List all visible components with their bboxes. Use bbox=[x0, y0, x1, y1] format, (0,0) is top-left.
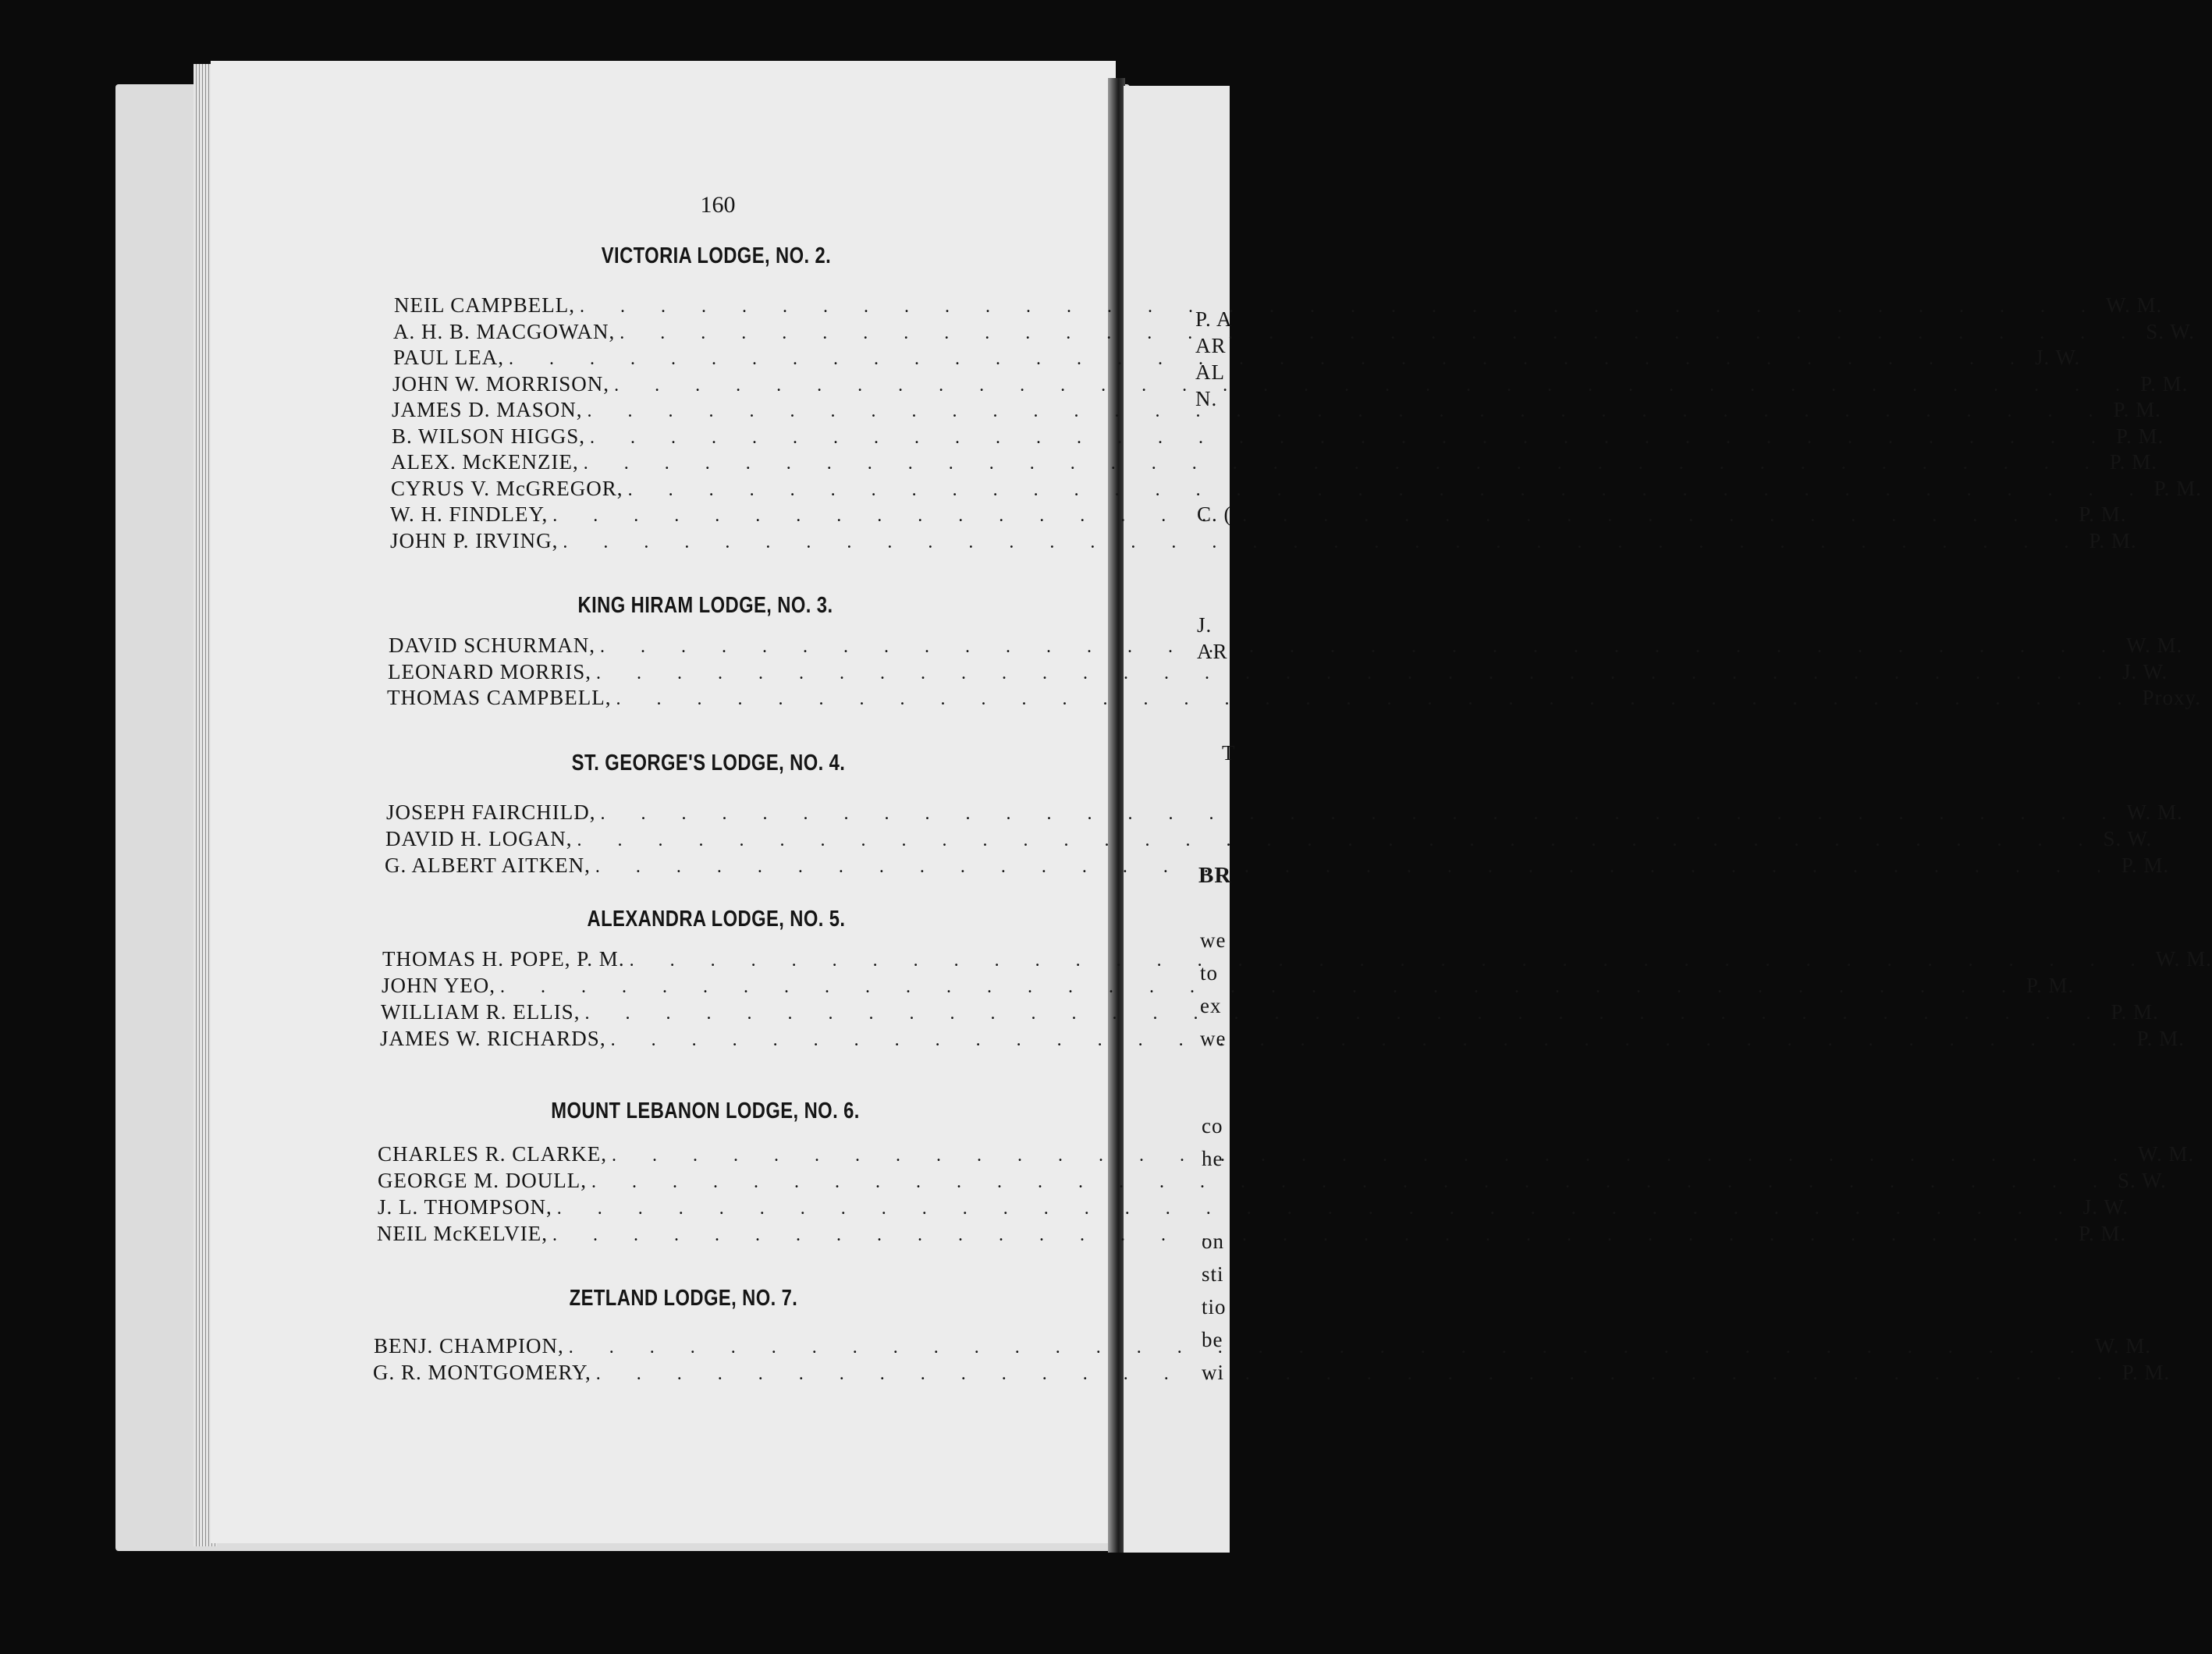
member-rank: W. M. bbox=[2138, 1142, 2195, 1166]
dot-leader bbox=[577, 830, 2099, 851]
dot-leader bbox=[569, 1337, 2090, 1358]
member-rank: W. M. bbox=[2126, 800, 2183, 824]
lodge-heading: KING HIRAM LODGE, NO. 3. bbox=[577, 593, 833, 618]
member-name: CYRUS V. McGREGOR, bbox=[391, 477, 623, 500]
dot-leader bbox=[611, 1030, 2132, 1051]
member-row bbox=[388, 660, 2168, 687]
facing-page-fragment: J. bbox=[1197, 613, 1213, 637]
dot-leader bbox=[612, 1145, 2133, 1166]
facing-page-fragment: BR bbox=[1198, 863, 1232, 888]
member-rank: P. M. bbox=[2079, 502, 2127, 526]
member-rank: P. M. bbox=[2113, 398, 2161, 421]
facing-page-fragment: N. bbox=[1195, 387, 1218, 410]
member-rank: W. M. bbox=[2106, 293, 2163, 317]
dot-leader bbox=[552, 1225, 2074, 1246]
dot-leader bbox=[600, 637, 2121, 658]
facing-page-fragment: wi bbox=[1202, 1361, 1224, 1384]
lodge-heading: VICTORIA LODGE, NO. 2. bbox=[601, 243, 832, 268]
member-row bbox=[390, 529, 2137, 555]
member-rank: J. W. bbox=[2082, 1195, 2129, 1219]
member-rank: P. M. bbox=[2153, 477, 2202, 500]
member-name: DAVID SCHURMAN, bbox=[389, 634, 596, 657]
member-row bbox=[378, 1195, 2129, 1222]
facing-page-fragment: tio bbox=[1202, 1295, 1227, 1319]
dot-leader bbox=[630, 950, 2151, 971]
member-name: NEIL McKELVIE, bbox=[377, 1222, 548, 1245]
member-row bbox=[390, 502, 2127, 529]
member-row bbox=[392, 424, 2164, 451]
member-name: A. H. B. MACGOWAN, bbox=[393, 320, 616, 343]
member-row bbox=[387, 686, 2202, 712]
facing-page-fragment: co bbox=[1202, 1114, 1223, 1138]
dot-leader bbox=[596, 1364, 2118, 1385]
dot-leader bbox=[509, 349, 2030, 370]
dot-leader bbox=[601, 804, 2122, 825]
member-rank: P. M. bbox=[2026, 974, 2075, 997]
member-rank: W. M. bbox=[2094, 1334, 2152, 1358]
dot-leader bbox=[591, 1172, 2113, 1193]
member-rank: W. M. bbox=[2155, 947, 2212, 971]
member-rank: P. M. bbox=[2116, 424, 2164, 448]
dot-leader bbox=[584, 453, 2105, 474]
dot-leader bbox=[595, 857, 2117, 878]
member-name: DAVID H. LOGAN, bbox=[385, 827, 573, 850]
facing-page-fragment: AR bbox=[1195, 334, 1227, 357]
lodge-heading: MOUNT LEBANON LODGE, NO. 6. bbox=[551, 1099, 860, 1123]
member-row bbox=[386, 800, 2183, 827]
page-number: 160 bbox=[700, 192, 736, 218]
member-rank: P. M. bbox=[2136, 1027, 2185, 1050]
member-name: B. WILSON HIGGS, bbox=[392, 424, 586, 448]
member-rank: W. M. bbox=[2126, 634, 2183, 657]
member-row bbox=[385, 827, 2153, 854]
member-row bbox=[391, 450, 2157, 477]
member-name: G. ALBERT AITKEN, bbox=[385, 854, 591, 877]
member-name: JAMES W. RICHARDS, bbox=[380, 1027, 606, 1050]
member-name: BENJ. CHAMPION, bbox=[374, 1334, 564, 1358]
member-name: ALEX. McKENZIE, bbox=[391, 450, 579, 474]
member-name: G. R. MONTGOMERY, bbox=[373, 1361, 591, 1384]
member-name: J. L. THOMPSON, bbox=[378, 1195, 552, 1219]
facing-page-fragment: AL bbox=[1195, 360, 1225, 384]
dot-leader bbox=[552, 506, 2074, 527]
member-rank: P. M. bbox=[2109, 450, 2157, 474]
member-rank: P. M. bbox=[2111, 1000, 2159, 1024]
member-row bbox=[374, 1334, 2152, 1361]
facing-page-fragment: we bbox=[1200, 1027, 1227, 1050]
facing-page-fragment: P. A bbox=[1195, 307, 1233, 331]
member-rank: J. W. bbox=[2035, 346, 2081, 369]
member-rank: S. W. bbox=[2117, 1169, 2167, 1192]
dot-leader bbox=[620, 323, 2141, 344]
member-rank: P. M. bbox=[2089, 529, 2137, 552]
dot-leader bbox=[614, 375, 2136, 396]
dot-leader bbox=[616, 689, 2138, 710]
facing-page-fragment: sti bbox=[1202, 1262, 1224, 1286]
member-name: THOMAS H. POPE, P. M. bbox=[382, 947, 625, 971]
member-name: NEIL CAMPBELL, bbox=[394, 293, 575, 317]
dot-leader bbox=[628, 480, 2150, 501]
facing-page-fragment: on bbox=[1202, 1230, 1224, 1253]
dot-leader bbox=[596, 663, 2118, 684]
member-rank: S. W. bbox=[2146, 320, 2196, 343]
member-name: JOSEPH FAIRCHILD, bbox=[386, 800, 596, 824]
dot-leader bbox=[563, 532, 2084, 553]
member-name: LEONARD MORRIS, bbox=[388, 660, 592, 683]
dot-leader bbox=[500, 977, 2022, 998]
member-row bbox=[391, 477, 2202, 503]
facing-page-fragment: ex bbox=[1200, 994, 1222, 1017]
member-name: JOHN P. IRVING, bbox=[390, 529, 559, 552]
member-rank: S. W. bbox=[2103, 827, 2153, 850]
dot-leader bbox=[588, 401, 2109, 422]
member-rank: P. M. bbox=[2121, 1361, 2171, 1384]
lodge-heading: ST. GEORGE'S LODGE, NO. 4. bbox=[571, 751, 846, 776]
member-row bbox=[382, 974, 2075, 1000]
facing-page-fragment: AR bbox=[1197, 640, 1228, 663]
member-rank: P. M. bbox=[2121, 854, 2170, 877]
facing-page-fragment: be bbox=[1202, 1328, 1223, 1351]
member-row bbox=[392, 398, 2161, 424]
lodge-heading: ALEXANDRA LODGE, NO. 5. bbox=[587, 907, 846, 932]
member-name: PAUL LEA, bbox=[393, 346, 505, 369]
member-name: JOHN YEO, bbox=[382, 974, 495, 997]
member-rank: P. M. bbox=[2140, 372, 2189, 396]
facing-page-fragment: to bbox=[1200, 961, 1219, 985]
member-name: GEORGE M. DOULL, bbox=[378, 1169, 587, 1192]
member-rank: J. W. bbox=[2122, 660, 2168, 683]
lodge-heading: ZETLAND LODGE, NO. 7. bbox=[569, 1286, 798, 1311]
member-name: CHARLES R. CLARKE, bbox=[378, 1142, 608, 1166]
dot-leader bbox=[584, 1003, 2106, 1024]
facing-page-fragment: C. ( bbox=[1197, 502, 1232, 526]
dot-leader bbox=[557, 1198, 2079, 1219]
member-rank: P. M. bbox=[2078, 1222, 2127, 1245]
member-name: THOMAS CAMPBELL, bbox=[387, 686, 612, 709]
facing-page-fragment: we bbox=[1200, 928, 1227, 952]
member-row bbox=[378, 1169, 2167, 1195]
dot-leader bbox=[580, 296, 2101, 318]
member-name: WILLIAM R. ELLIS, bbox=[381, 1000, 581, 1024]
facing-page-fragment: he bbox=[1202, 1147, 1223, 1170]
member-name: JAMES D. MASON, bbox=[392, 398, 583, 421]
member-rank: Proxy. bbox=[2142, 686, 2202, 709]
dot-leader bbox=[590, 428, 2111, 449]
member-name: W. H. FINDLEY, bbox=[390, 502, 549, 526]
facing-page-fragment: T bbox=[1222, 741, 1236, 765]
member-name: JOHN W. MORRISON, bbox=[392, 372, 610, 396]
